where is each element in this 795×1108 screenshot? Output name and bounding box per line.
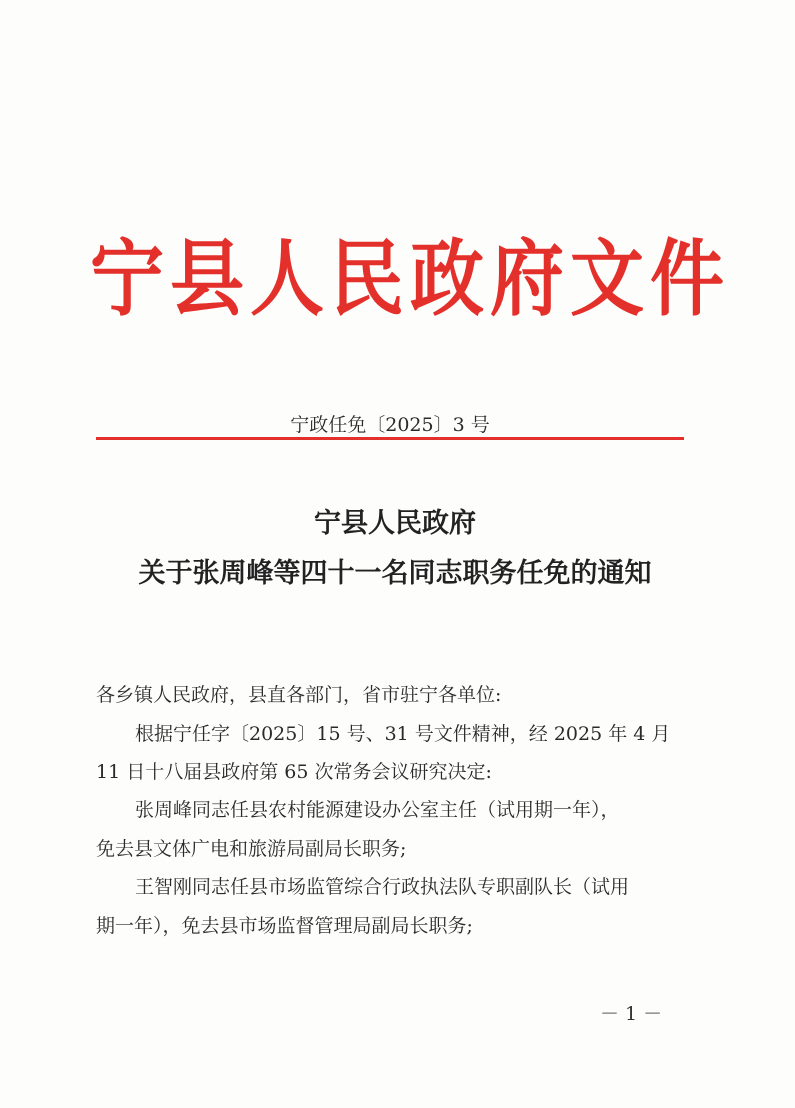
document-title-subject: 关于张周峰等四十一名同志职务任免的通知: [138, 558, 652, 589]
body-paragraph-line: 张周峰同志任县农村能源建设办公室主任（试用期一年），: [135, 799, 620, 821]
body-paragraph-line: 免去县文体广电和旅游局副局长职务;: [96, 838, 407, 860]
document-title-issuer: 宁县人民政府: [314, 508, 476, 539]
body-paragraph-line: 期一年），免去县市场监督管理局副局长职务;: [96, 915, 473, 937]
body-paragraph-line: 王智刚同志任县市场监管综合行政执法队专职副队长（试用: [135, 876, 630, 898]
body-paragraph-line: 根据宁任字〔2025〕15 号、31 号文件精神，经 2025 年 4 月: [135, 723, 671, 745]
document-number: 宁政任免〔2025〕3 号: [290, 414, 490, 436]
document-masthead: 宁县人民政府文件: [90, 231, 730, 328]
red-separator-line: [96, 437, 684, 440]
body-paragraph-line: 11 日十八届县政府第 65 次常务会议研究决定:: [96, 761, 492, 783]
page-number: － 1 －: [600, 1003, 663, 1025]
salutation: 各乡镇人民政府，县直各部门，省市驻宁各单位:: [96, 684, 502, 706]
